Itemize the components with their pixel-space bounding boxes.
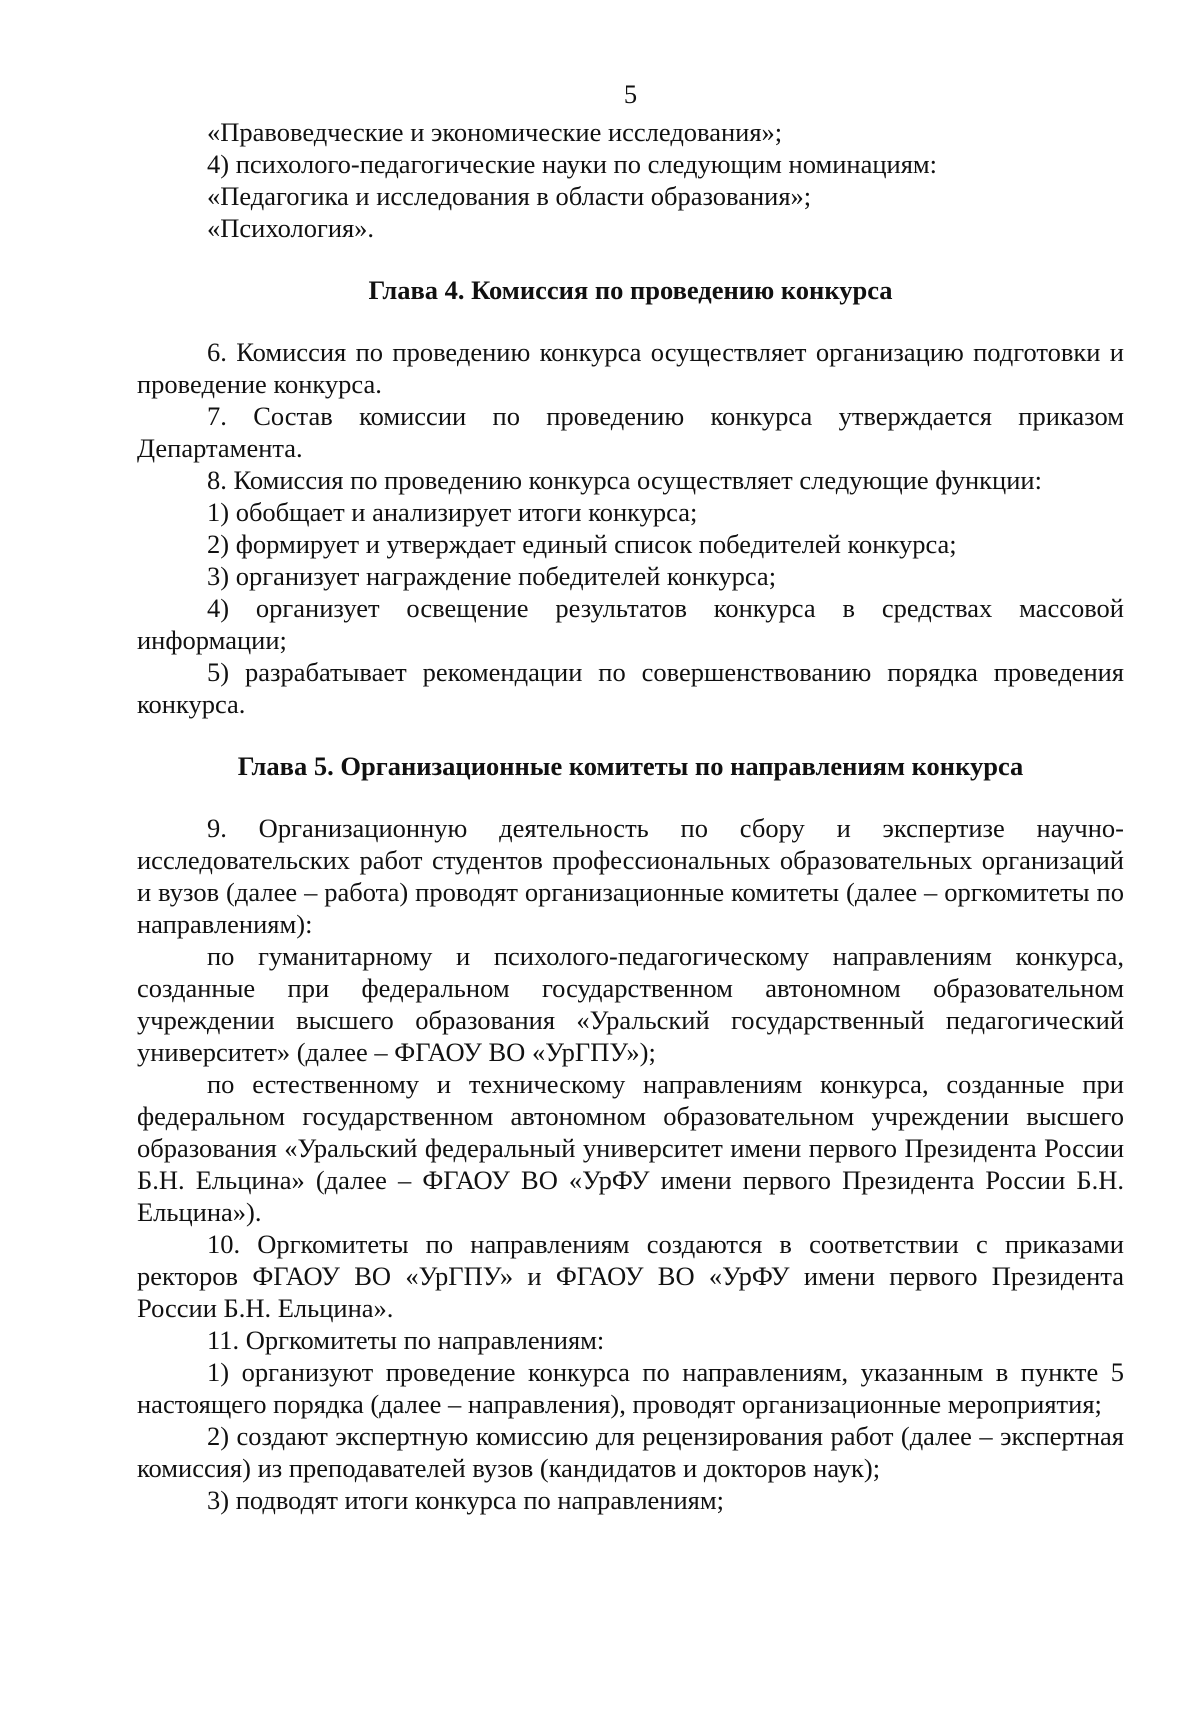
paragraph: 9. Организационную деятельность по сбору и экспертизе научно-исследовательских работ студентов профессиональных образовательных организаций и вузов (далее – работа) проводят организационные комитеты (далее – оргкомитеты по направлениям): <box>137 813 1124 939</box>
paragraph: 11. Оргкомитеты по направлениям: <box>207 1325 605 1355</box>
list-item: 2) формирует и утверждает единый список победителей конкурса; <box>207 529 957 559</box>
list-item: 4) организует освещение результатов конкурса в средствах массовой информации; <box>137 593 1124 655</box>
list-item: 3) подводят итоги конкурса по направлениям; <box>207 1485 724 1515</box>
list-item: 1) обобщает и анализирует итоги конкурса; <box>207 497 698 527</box>
chapter-4-heading: Глава 4. Комиссия по проведению конкурса <box>368 275 893 305</box>
paragraph: по гуманитарному и психолого-педагогическому направлениям конкурса, созданные при федеральном государственном автономном образовательном учреждении высшего образования «Уральский государственный педагогический университет» (далее – ФГАОУ ВО «УрГПУ»); <box>137 941 1124 1067</box>
chapter-5-body <box>137 812 1124 1516</box>
intro-line: «Педагогика и исследования в области образования»; <box>207 181 812 211</box>
paragraph: 8. Комиссия по проведению конкурса осуществляет следующие функции: <box>207 465 1042 495</box>
list-item: 3) организует награждение победителей конкурса; <box>207 561 777 591</box>
intro-line: 4) психолого-педагогические науки по следующим номинациям: <box>207 149 938 179</box>
intro-block <box>137 116 1124 244</box>
paragraph: 10. Оргкомитеты по направлениям создаются в соответствии с приказами ректоров ФГАОУ ВО «УрГПУ» и ФГАОУ ВО «УрФУ имени первого Президента России Б.Н. Ельцина». <box>137 1229 1124 1323</box>
list-item: 1) организуют проведение конкурса по направлениям, указанным в пункте 5 настоящего порядка (далее – направления), проводят организационные мероприятия; <box>137 1357 1124 1419</box>
chapter-5-heading: Глава 5. Организационные комитеты по направлениям конкурса <box>237 751 1024 781</box>
intro-line: «Психология». <box>207 213 375 243</box>
paragraph: по естественному и техническому направлениям конкурса, созданные при федеральном государственном автономном образовательном учреждении высшего образования «Уральский федеральный университет имени первого Президента России Б.Н. Ельцина» (далее – ФГАОУ ВО «УрФУ имени первого Президента России Б.Н. Ельцина»). <box>137 1069 1124 1227</box>
chapter-4-body <box>137 336 1124 720</box>
paragraph: 6. Комиссия по проведению конкурса осуществляет организацию подготовки и проведение конкурса. <box>137 337 1124 399</box>
page-number: 5 <box>623 79 638 109</box>
paragraph: 7. Состав комиссии по проведению конкурса утверждается приказом Департамента. <box>137 401 1124 463</box>
list-item: 5) разрабатывает рекомендации по совершенствованию порядка проведения конкурса. <box>137 657 1124 719</box>
list-item: 2) создают экспертную комиссию для рецензирования работ (далее – экспертная комиссия) из преподавателей вузов (кандидатов и докторов наук); <box>137 1421 1124 1483</box>
intro-line: «Правоведческие и экономические исследования»; <box>207 117 783 147</box>
